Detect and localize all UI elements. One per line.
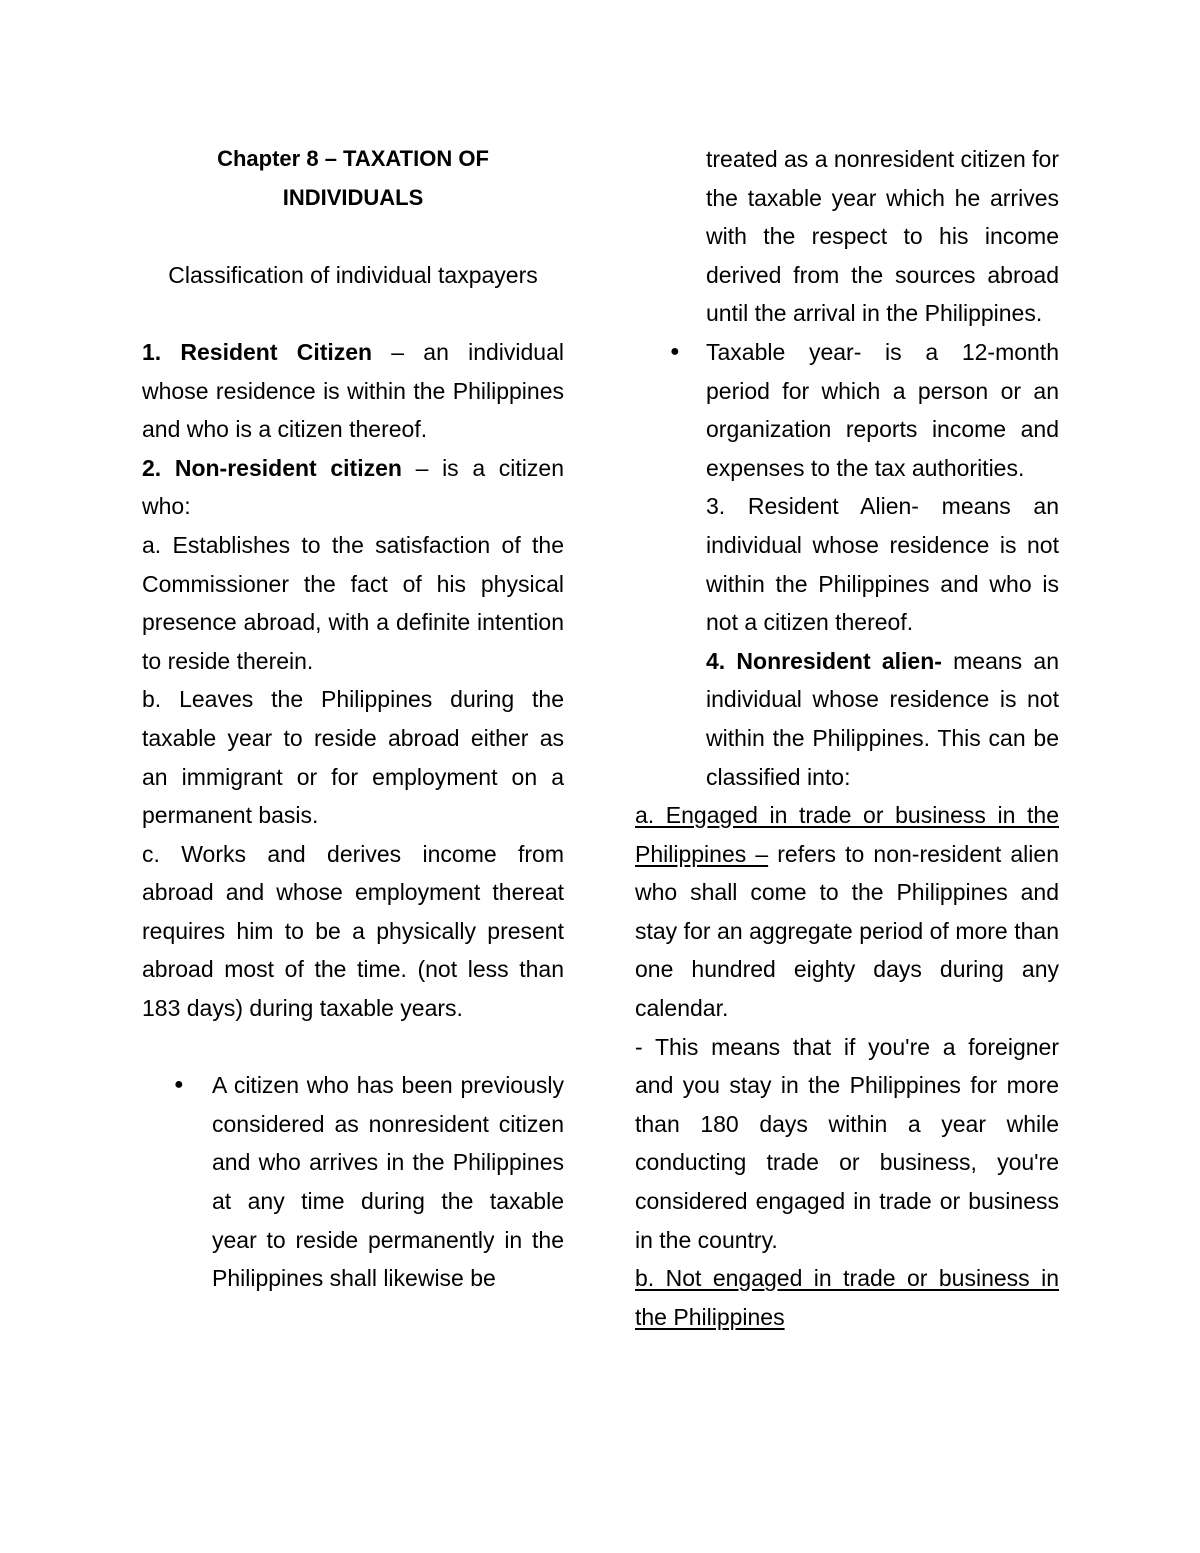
bullet-icon: ● xyxy=(670,342,680,360)
item-label: 2. Non-resident citizen xyxy=(142,454,402,481)
item-resident-alien: 3. Resident Alien- means an individual whose residence is not within the Philippines and who is not a citizen thereof. xyxy=(706,493,1059,636)
spacer xyxy=(142,294,564,333)
bullet-list xyxy=(142,1066,564,1298)
left-column xyxy=(142,140,564,1298)
sub-not-engaged-in-trade xyxy=(635,1259,1059,1336)
criterion-b: b. Leaves the Philippines during the taxable year to reside abroad either as an immigrant or for employment on a permanent basis. xyxy=(142,686,564,829)
explanation-note: - This means that if you're a foreigner and you stay in the Philippines for more than 180 days within a year while conducting trade or business, you're considered engaged in trade or business in the country. xyxy=(635,1033,1059,1253)
sub-engaged-in-trade xyxy=(635,796,1059,1028)
criterion-c: c. Works and derives income from abroad and whose employment thereat requires him to be a physically present abroad most of the time. (not less than 183 days) during taxable years. xyxy=(142,840,564,1022)
bullet-text: Taxable year- is a 12-month period for which a person or an organization reports income and expenses to the tax authorities. xyxy=(706,338,1059,481)
bullet-icon: ● xyxy=(174,1076,184,1094)
criterion-a: a. Establishes to the satisfaction of the Commissioner the fact of his physical presence abroad, with a definite intention to reside therein. xyxy=(142,531,564,674)
chapter-title-line-1: Chapter 8 – TAXATION OF xyxy=(217,146,489,171)
bullet-item xyxy=(635,333,1059,487)
item-text: – an individual whose residence is within the Philippines and who is a citizen thereof. xyxy=(142,338,564,443)
spacer xyxy=(142,1028,564,1067)
section-subtitle: Classification of individual taxpayers xyxy=(168,261,538,288)
sub-label: a. Engaged in trade or business in the Philippines – xyxy=(635,802,1059,867)
item-text: – is a citizen who: xyxy=(142,454,564,520)
item-nonresident-alien xyxy=(635,642,1059,796)
sub-label: b. Not engaged in trade or business in the Philippines xyxy=(635,1265,1059,1330)
item-label: 4. Nonresident alien- xyxy=(706,647,942,674)
bullet-text: A citizen who has been previously considered as nonresident citizen and who arrives in the Philippines at any time during the taxable year to reside permanently in the Philippines shall likewise be xyxy=(212,1072,564,1292)
item-label: 1. Resident Citizen xyxy=(142,338,373,365)
item-non-resident-citizen xyxy=(142,449,564,526)
spacer xyxy=(142,217,564,256)
bullet-continuation: treated as a nonresident citizen for the taxable year which he arrives with the respect to his income derived from the sources abroad until the arrival in the Philippines. xyxy=(706,146,1059,327)
chapter-title-line-2: INDIVIDUALS xyxy=(282,184,424,210)
right-column xyxy=(635,140,1059,1336)
item-resident-citizen xyxy=(142,333,564,449)
item-text: means an individual whose residence is not within the Philippines. This can be classified into: xyxy=(706,647,1059,790)
sub-text: refers to non-resident alien who shall come to the Philippines and stay for an aggregate period of more than one hundred eighty days during any calendar. xyxy=(635,840,1059,1022)
bullet-list xyxy=(635,333,1059,487)
bullet-item xyxy=(142,1066,564,1298)
